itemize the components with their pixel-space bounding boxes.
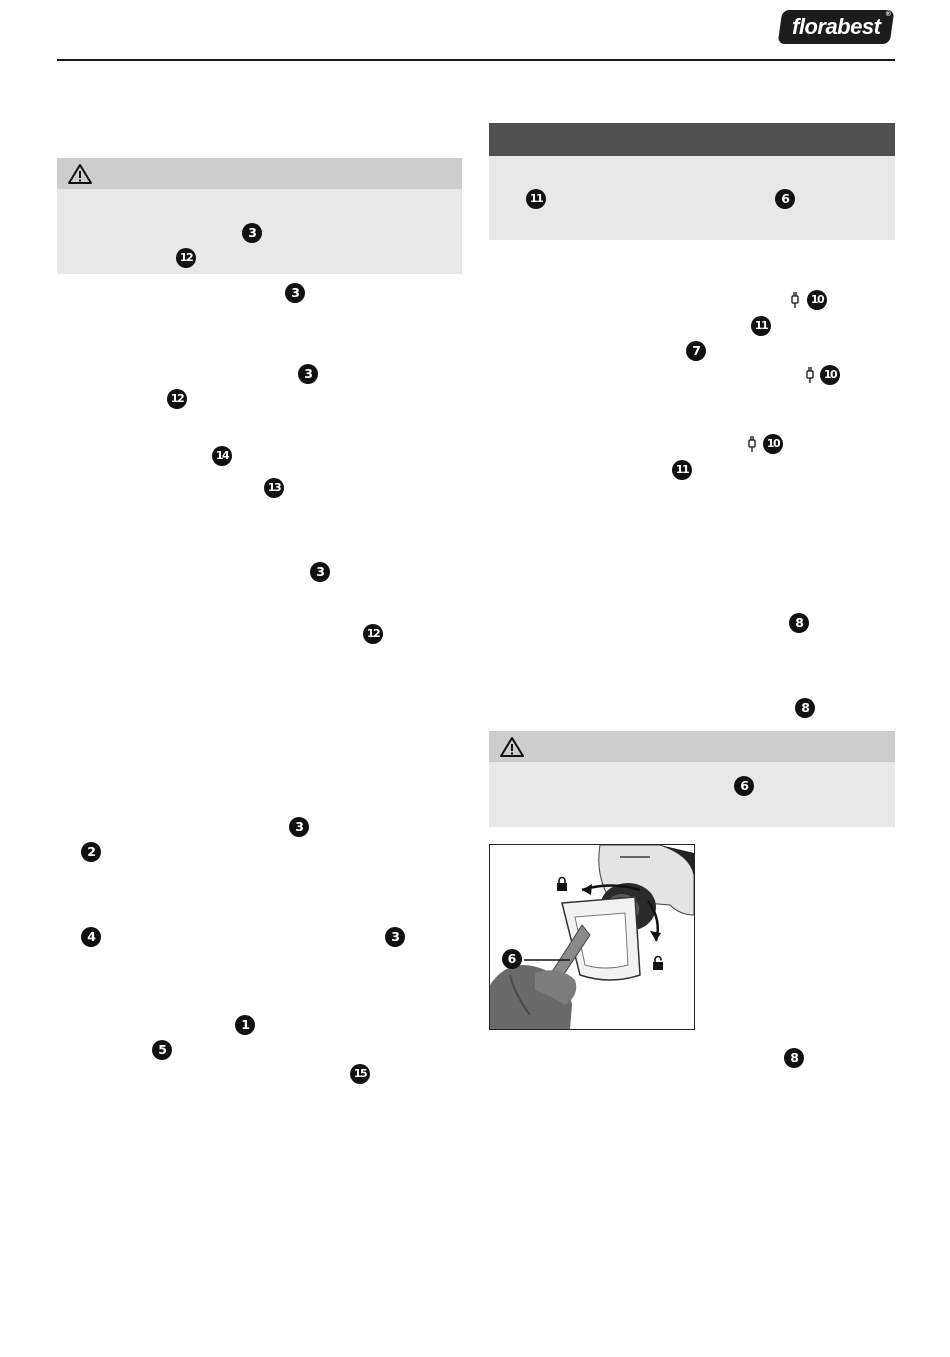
part-badge: 10 xyxy=(807,290,827,310)
part-badge: 14 xyxy=(212,446,232,466)
left-warning-box xyxy=(57,158,462,274)
registered-mark: ® xyxy=(886,11,891,18)
plug-icon xyxy=(790,292,800,308)
part-badge: 12 xyxy=(363,624,383,644)
part-badge: 5 xyxy=(152,1040,172,1060)
figure-part-badge: 6 xyxy=(502,949,522,969)
part-badge: 11 xyxy=(672,460,692,480)
florabest-logo xyxy=(778,10,895,44)
part-badge: 10 xyxy=(820,365,840,385)
part-badge: 7 xyxy=(686,341,706,361)
blade-clamp-illustration xyxy=(490,845,694,1029)
part-badge: 3 xyxy=(298,364,318,384)
part-badge: 11 xyxy=(526,189,546,209)
part-badge: 2 xyxy=(81,842,101,862)
part-badge: 8 xyxy=(795,698,815,718)
part-badge: 6 xyxy=(775,189,795,209)
part-badge: 3 xyxy=(385,927,405,947)
header-rule xyxy=(57,59,895,61)
part-badge: 8 xyxy=(789,613,809,633)
part-badge: 1 xyxy=(235,1015,255,1035)
left-warning-header xyxy=(57,158,462,189)
part-badge: 3 xyxy=(289,817,309,837)
part-badge: 3 xyxy=(242,223,262,243)
part-badge: 6 xyxy=(734,776,754,796)
part-badge: 3 xyxy=(285,283,305,303)
blade-clamp-figure xyxy=(489,844,695,1030)
part-badge: 10 xyxy=(763,434,783,454)
warning-triangle-icon xyxy=(499,736,525,758)
right-dark-header-box xyxy=(489,123,895,240)
plug-icon xyxy=(805,367,815,383)
padlock-open-icon xyxy=(652,955,664,970)
warning-triangle-icon xyxy=(67,163,93,185)
part-badge: 4 xyxy=(81,927,101,947)
part-badge: 11 xyxy=(751,316,771,336)
part-badge: 12 xyxy=(176,248,196,268)
part-badge: 15 xyxy=(350,1064,370,1084)
right-warning-header xyxy=(489,731,895,762)
right-warning-box xyxy=(489,731,895,827)
logo-text: florabest xyxy=(791,14,881,39)
part-badge: 8 xyxy=(784,1048,804,1068)
plug-icon xyxy=(747,436,757,452)
padlock-closed-icon xyxy=(556,876,568,891)
part-badge: 3 xyxy=(310,562,330,582)
part-badge: 13 xyxy=(264,478,284,498)
right-dark-header xyxy=(489,123,895,156)
part-badge: 12 xyxy=(167,389,187,409)
